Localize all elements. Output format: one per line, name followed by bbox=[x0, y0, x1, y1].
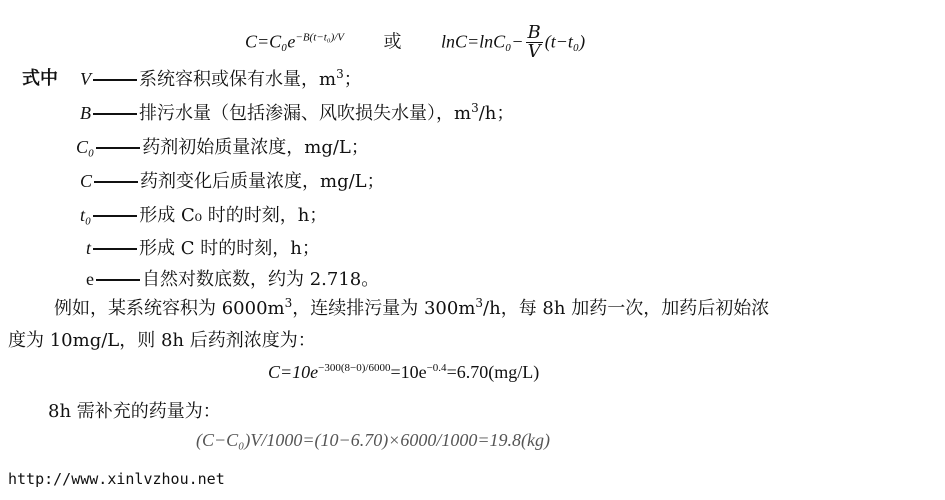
example-sup-a: 3 bbox=[284, 296, 293, 310]
definition-v bbox=[80, 67, 362, 92]
definition-symbol: t₀ bbox=[80, 205, 92, 225]
definition-text: 排污水量（包括渗漏、风吹损失水量），m bbox=[139, 103, 472, 124]
definition-tail: /h； bbox=[478, 103, 515, 124]
formula-top-or: 或 bbox=[383, 31, 402, 53]
definition-text: 自然对数底数，约为 2.718。 bbox=[142, 269, 380, 290]
example-text-a: 例如，某系统容积为 6000m bbox=[54, 298, 285, 319]
definition-symbol: t bbox=[86, 238, 92, 258]
definition-t0 bbox=[80, 203, 327, 228]
definition-text: 药剂变化后质量浓度，mg/L； bbox=[140, 171, 385, 192]
definition-sup: 3 bbox=[471, 101, 479, 115]
formula-mid-b: =10e bbox=[390, 362, 427, 382]
example-text-c: /h，每 8h 加药一次，加药后初始浓 bbox=[483, 298, 770, 319]
definition-dash bbox=[96, 279, 140, 281]
example-sup-b: 3 bbox=[475, 296, 484, 310]
need-text: 8h 需补充的药量为： bbox=[48, 401, 221, 422]
formula-mid bbox=[268, 360, 539, 385]
definition-c bbox=[80, 169, 385, 194]
formula-top-left: C=C₀e bbox=[245, 31, 296, 52]
formula-top-right-prefix: lnC=lnC₀− bbox=[440, 31, 524, 52]
definition-dash bbox=[93, 248, 137, 250]
definitions-intro: 式中 bbox=[22, 68, 58, 89]
fraction-numerator: B bbox=[527, 22, 541, 43]
formula-top-right-suffix: (t−t₀) bbox=[544, 31, 586, 52]
definition-symbol: C bbox=[80, 171, 93, 191]
definition-symbol: B bbox=[80, 103, 91, 123]
formula-top-fraction bbox=[526, 24, 543, 61]
example-line-2: 度为 10mg/L，则 8h 后药剂浓度为： bbox=[8, 330, 316, 351]
definition-dash bbox=[93, 113, 137, 115]
example-text-b: ，连续排污量为 300m bbox=[292, 298, 476, 319]
definition-text: 形成 C₀ 时的时刻，h； bbox=[139, 205, 328, 226]
definition-b bbox=[80, 101, 514, 126]
definition-tail: ； bbox=[343, 69, 362, 90]
definition-text: 药剂初始质量浓度，mg/L； bbox=[142, 137, 369, 158]
definition-sup: 3 bbox=[336, 67, 344, 81]
formula-mid-a: C=10e bbox=[268, 362, 319, 382]
example-line-1 bbox=[54, 297, 769, 321]
definition-dash bbox=[93, 215, 137, 217]
definition-symbol: C₀ bbox=[76, 137, 95, 157]
definition-symbol: V bbox=[80, 69, 91, 89]
formula-top bbox=[245, 24, 585, 61]
definition-symbol: e bbox=[86, 269, 94, 289]
definition-e bbox=[86, 267, 379, 292]
definition-c0 bbox=[76, 135, 369, 160]
definition-dash bbox=[94, 181, 138, 183]
formula-mid-a-exponent: −300(8−0)/6000 bbox=[318, 362, 391, 374]
formula-bottom: (C−C₀)V/1000=(10−6.70)×6000/1000=19.8(kg) bbox=[196, 430, 550, 450]
definition-text: 形成 C 时的时刻，h； bbox=[139, 238, 320, 259]
formula-mid-c: =6.70(mg/L) bbox=[446, 362, 540, 382]
fraction-denominator: V bbox=[527, 41, 541, 62]
formula-top-left-exponent: −B(t−t₀)/V bbox=[295, 31, 345, 44]
definition-t bbox=[86, 236, 320, 261]
definition-dash bbox=[93, 79, 137, 81]
source-url: http://www.xinlvzhou.net bbox=[8, 470, 225, 488]
definition-text: 系统容积或保有水量，m bbox=[139, 69, 337, 90]
definition-dash bbox=[96, 147, 140, 149]
formula-mid-b-exponent: −0.4 bbox=[426, 362, 447, 374]
